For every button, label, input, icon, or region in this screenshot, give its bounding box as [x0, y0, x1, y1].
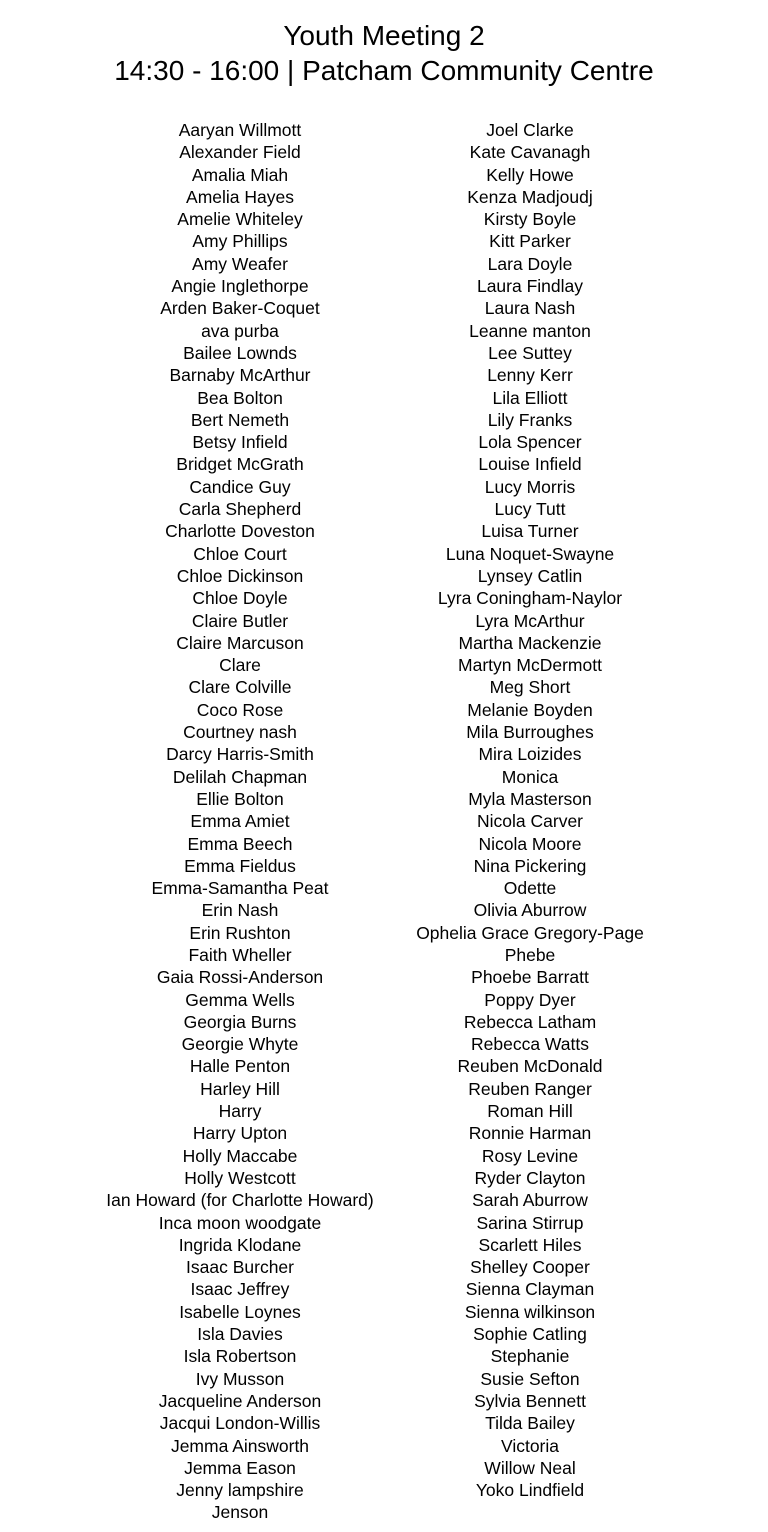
attendee-name: Leanne manton — [469, 320, 591, 341]
attendee-name: Lara Doyle — [487, 253, 573, 274]
attendee-name: Bert Nemeth — [190, 409, 290, 430]
attendee-name: Amy Weafer — [192, 253, 288, 274]
attendee-name: Laura Nash — [484, 298, 576, 319]
attendee-name: Kate Cavanagh — [469, 142, 591, 163]
attendee-name: Gemma Wells — [185, 989, 295, 1010]
attendee-name: Georgia Burns — [183, 1011, 297, 1032]
attendee-name: Jacqui London-Willis — [159, 1413, 321, 1434]
attendee-name: Gaia Rossi-Anderson — [156, 967, 324, 988]
attendee-name: Mila Burroughes — [466, 722, 594, 743]
attendee-name: Sienna wilkinson — [464, 1301, 596, 1322]
attendee-name: Louise Infield — [478, 454, 582, 475]
attendee-name: Kitt Parker — [489, 231, 571, 252]
attendee-name: Amelia Hayes — [186, 186, 294, 207]
attendee-name: Isaac Burcher — [186, 1257, 294, 1278]
attendee-name: Lila Elliott — [492, 387, 568, 408]
attendee-name: Georgie Whyte — [181, 1034, 299, 1055]
attendee-name: Laura Findlay — [476, 276, 584, 297]
attendee-name: Chloe Dickinson — [176, 565, 304, 586]
attendee-name: Nicola Moore — [478, 833, 582, 854]
attendee-name: Isla Robertson — [183, 1346, 297, 1367]
attendee-name: Lucy Tutt — [494, 499, 566, 520]
attendee-name: Sarah Aburrow — [472, 1190, 588, 1211]
attendee-name: Emma Amiet — [190, 811, 290, 832]
attendee-name: Jemma Ainsworth — [170, 1435, 310, 1456]
attendee-name: Chloe Doyle — [192, 588, 288, 609]
attendee-name: Kelly Howe — [486, 164, 574, 185]
attendee-name: Erin Nash — [201, 900, 279, 921]
attendee-name: Lyra McArthur — [475, 610, 585, 631]
attendee-name: Scarlett Hiles — [478, 1234, 582, 1255]
attendee-name: Jemma Eason — [184, 1457, 296, 1478]
attendee-name: Luna Noquet-Swayne — [445, 543, 615, 564]
attendee-name: Stephanie — [490, 1346, 570, 1367]
attendee-name: Ophelia Grace Gregory-Page — [416, 922, 644, 943]
page-title: Youth Meeting 2 — [283, 20, 485, 51]
attendee-name: Harry Upton — [192, 1123, 288, 1144]
attendee-name: Ivy Musson — [195, 1368, 285, 1389]
attendee-name: Emma Beech — [187, 833, 293, 854]
attendee-name: Delilah Chapman — [172, 766, 308, 787]
attendee-name: Phebe — [504, 944, 556, 965]
attendee-name: Victoria — [500, 1435, 560, 1456]
attendee-name: Claire Butler — [191, 610, 289, 631]
attendee-name: Lucy Morris — [484, 476, 576, 497]
attendee-name: Inca moon woodgate — [158, 1212, 322, 1233]
attendee-name: Mira Loizides — [478, 744, 582, 765]
attendee-name: Amelie Whiteley — [177, 209, 303, 230]
attendee-name: Nina Pickering — [473, 855, 587, 876]
attendee-name: Amalia Miah — [191, 164, 289, 185]
attendee-name: Ryder Clayton — [474, 1167, 586, 1188]
attendee-name: Isaac Jeffrey — [190, 1279, 290, 1300]
attendee-name: ava purba — [201, 320, 279, 341]
attendee-name: Ellie Bolton — [196, 788, 284, 809]
attendee-name: Candice Guy — [189, 476, 291, 497]
attendee-name: Luisa Turner — [481, 521, 579, 542]
attendee-name: Ingrida Klodane — [178, 1234, 302, 1255]
attendee-name: Claire Marcuson — [176, 632, 304, 653]
attendee-name: Kirsty Boyle — [483, 209, 577, 230]
attendee-name: Barnaby McArthur — [169, 365, 311, 386]
attendee-name: Clare — [219, 655, 261, 676]
attendee-name: Lily Franks — [487, 409, 573, 430]
names-column-left — [60, 119, 420, 1524]
attendee-name: Willow Neal — [484, 1457, 576, 1478]
attendee-name: Kenza Madjoudj — [467, 186, 593, 207]
attendee-name: Joel Clarke — [486, 120, 574, 140]
attendee-name: Lenny Kerr — [487, 365, 573, 386]
attendee-name: Sophie Catling — [473, 1324, 587, 1345]
attendee-name: Chloe Court — [193, 543, 287, 564]
attendee-name: Jenny lampshire — [176, 1480, 304, 1501]
attendee-name: Arden Baker-Coquet — [160, 298, 320, 319]
attendee-name: Ronnie Harman — [468, 1123, 592, 1144]
attendee-name: Reuben McDonald — [457, 1056, 603, 1077]
document-header — [0, 18, 768, 88]
attendee-name: Emma-Samantha Peat — [151, 878, 329, 899]
attendee-name: Meg Short — [489, 677, 571, 698]
attendee-name: Olivia Aburrow — [473, 900, 587, 921]
attendee-name: Lynsey Catlin — [477, 565, 583, 586]
attendee-name: Bridget McGrath — [176, 454, 304, 475]
attendee-name: Melanie Boyden — [467, 699, 593, 720]
attendee-name: Faith Wheller — [188, 944, 292, 965]
attendee-name: Erin Rushton — [189, 922, 291, 943]
attendee-name: Rosy Levine — [481, 1145, 579, 1166]
attendee-name: Yoko Lindfield — [475, 1480, 585, 1501]
attendee-name: Harry — [218, 1101, 262, 1122]
attendee-name: Martha Mackenzie — [458, 632, 602, 653]
attendee-name: Myla Masterson — [468, 788, 592, 809]
attendee-name: Aaryan Willmott — [178, 120, 302, 140]
attendee-name: Rebecca Watts — [470, 1034, 589, 1055]
attendee-name: Susie Sefton — [480, 1368, 580, 1389]
attendee-name: Betsy Infield — [192, 432, 288, 453]
attendee-name: Darcy Harris-Smith — [166, 744, 314, 765]
attendee-name: Sienna Clayman — [465, 1279, 595, 1300]
attendee-name: Emma Fieldus — [184, 855, 296, 876]
attendee-name: Sylvia Bennett — [474, 1390, 586, 1411]
attendee-name: Angie Inglethorpe — [171, 276, 309, 297]
attendee-name: Halle Penton — [189, 1056, 291, 1077]
names-column-right — [380, 119, 680, 1501]
attendee-name: Bailee Lownds — [183, 342, 297, 363]
attendee-name: Jenson — [211, 1502, 269, 1523]
attendee-name: Reuben Ranger — [468, 1078, 592, 1099]
attendee-name: Harley Hill — [200, 1078, 280, 1099]
attendee-name: Isabelle Loynes — [179, 1301, 301, 1322]
attendee-name: Charlotte Doveston — [165, 521, 315, 542]
attendee-name: Lee Suttey — [488, 342, 572, 363]
attendee-name: Carla Shepherd — [178, 499, 302, 520]
attendee-name: Odette — [503, 878, 557, 899]
attendee-name: Amy Phillips — [192, 231, 288, 252]
attendee-name: Lola Spencer — [478, 432, 582, 453]
attendee-name: Martyn McDermott — [458, 655, 602, 676]
attendee-name: Courtney nash — [183, 722, 297, 743]
attendee-name: Nicola Carver — [477, 811, 583, 832]
attendee-name: Isla Davies — [197, 1324, 283, 1345]
attendee-name: Poppy Dyer — [484, 989, 576, 1010]
attendee-name: Shelley Cooper — [470, 1257, 590, 1278]
attendee-name: Monica — [501, 766, 559, 787]
attendee-name: Phoebe Barratt — [471, 967, 589, 988]
attendee-name: Holly Maccabe — [182, 1145, 298, 1166]
attendee-name: Jacqueline Anderson — [158, 1390, 322, 1411]
event-details: 14:30 - 16:00 | Patcham Community Centre — [114, 55, 654, 86]
attendee-name: Ian Howard (for Charlotte Howard) — [106, 1190, 374, 1211]
attendee-name: Holly Westcott — [184, 1167, 296, 1188]
attendee-name: Lyra Coningham-Naylor — [437, 588, 623, 609]
attendee-name: Rebecca Latham — [463, 1011, 597, 1032]
attendee-name: Sarina Stirrup — [476, 1212, 584, 1233]
attendee-name: Tilda Bailey — [485, 1413, 575, 1434]
attendee-name: Alexander Field — [179, 142, 301, 163]
attendee-name: Coco Rose — [196, 699, 284, 720]
attendee-name: Clare Colville — [188, 677, 292, 698]
attendee-name: Roman Hill — [487, 1101, 573, 1122]
attendee-name: Bea Bolton — [197, 387, 283, 408]
